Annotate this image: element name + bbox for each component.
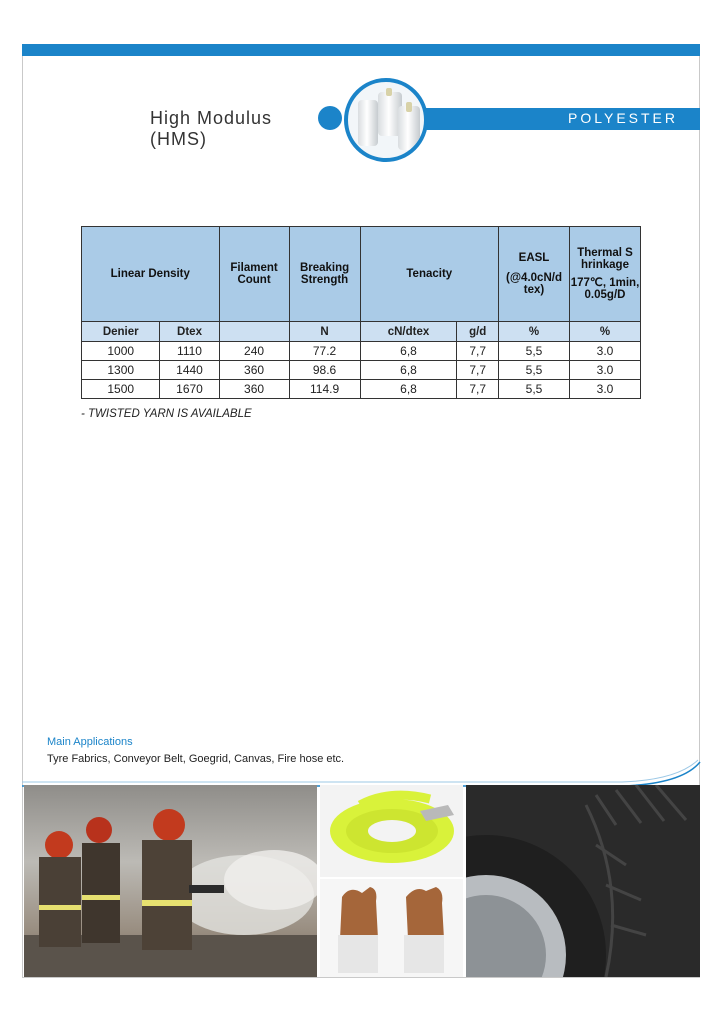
unit-cell: % (499, 322, 570, 342)
header-filament-count: Filament Count (219, 227, 289, 322)
header-thermal-shrinkage (570, 227, 641, 322)
category-band (412, 108, 700, 130)
table-cell: 1300 (82, 361, 160, 380)
table-cell: 7,7 (457, 342, 499, 361)
unit-cell: g/d (457, 322, 499, 342)
table-row (82, 361, 641, 380)
table-cell: 77.2 (289, 342, 360, 361)
unit-cell: N (289, 322, 360, 342)
header-linear-density: Linear Density (82, 227, 220, 322)
table-row (82, 380, 641, 399)
table-cell: 7,7 (457, 380, 499, 399)
table-cell: 3.0 (570, 361, 641, 380)
tire-photo (466, 785, 700, 977)
table-cell: 5,5 (499, 361, 570, 380)
table-cell: 240 (219, 342, 289, 361)
spec-table (81, 226, 641, 399)
table-cell: 98.6 (289, 361, 360, 380)
table-cell: 1440 (160, 361, 219, 380)
header-easl-line1: EASL (518, 252, 550, 264)
twisted-yarn-note: - TWISTED YARN IS AVAILABLE (81, 408, 252, 420)
unit-cell: % (570, 322, 641, 342)
table-cell: 1110 (160, 342, 219, 361)
table-cell: 3.0 (570, 380, 641, 399)
table-cell: 360 (219, 380, 289, 399)
top-accent-bar (22, 44, 700, 56)
title-line-1: High Modulus (150, 108, 273, 128)
product-title (150, 108, 272, 150)
work-gloves-photo (320, 879, 463, 977)
table-cell: 1500 (82, 380, 160, 399)
header-easl-line2: (@4.0cN/d tex) (506, 272, 562, 296)
header-thermal-line2: 177℃, 1min, 0.05g/D (570, 277, 640, 301)
table-cell: 1670 (160, 380, 219, 399)
category-label: POLYESTER (568, 110, 678, 126)
unit-cell (219, 322, 289, 342)
table-cell: 6,8 (360, 361, 457, 380)
table-cell: 114.9 (289, 380, 360, 399)
spec-units-row (82, 322, 641, 342)
spec-header-row (82, 227, 641, 322)
unit-cell: Denier (82, 322, 160, 342)
header-breaking-strength: Breaking Strength (289, 227, 360, 322)
yarn-spools-image (344, 78, 428, 162)
table-cell: 3.0 (570, 342, 641, 361)
header-thermal-line1: Thermal S hrinkage (577, 247, 633, 271)
unit-cell: Dtex (160, 322, 219, 342)
table-row (82, 342, 641, 361)
header-tenacity: Tenacity (360, 227, 498, 322)
header-easl (499, 227, 570, 322)
unit-cell: cN/dtex (360, 322, 457, 342)
table-cell: 5,5 (499, 342, 570, 361)
table-cell: 360 (219, 361, 289, 380)
table-cell: 6,8 (360, 380, 457, 399)
decorative-dot (318, 106, 342, 130)
table-cell: 1000 (82, 342, 160, 361)
applications-title: Main Applications (47, 736, 133, 748)
firefighters-photo (24, 785, 317, 977)
title-line-2: (HMS) (150, 129, 207, 149)
applications-list: Tyre Fabrics, Conveyor Belt, Goegrid, Canvas, Fire hose etc. (47, 753, 345, 765)
fire-hose-photo (320, 785, 463, 877)
table-cell: 6,8 (360, 342, 457, 361)
table-cell: 7,7 (457, 361, 499, 380)
table-cell: 5,5 (499, 380, 570, 399)
